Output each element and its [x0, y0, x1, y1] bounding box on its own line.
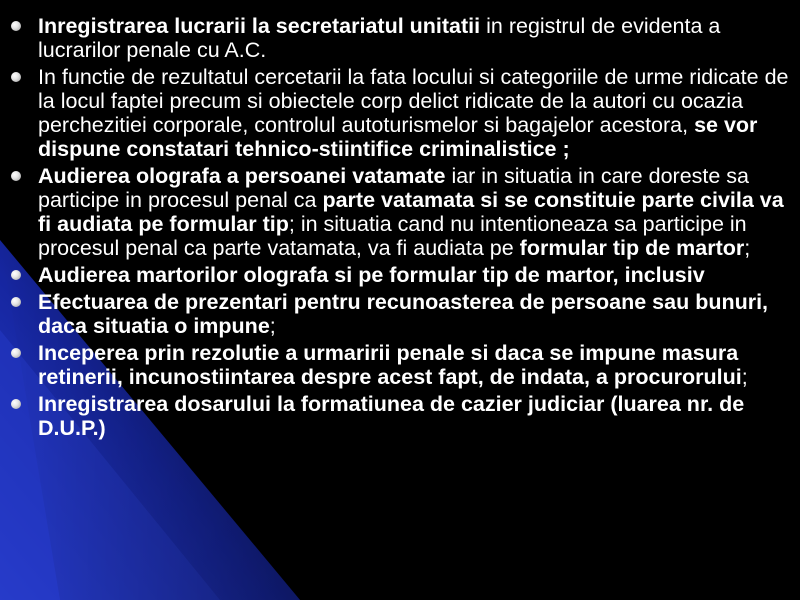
bullet-text [38, 65, 789, 161]
bullet-text-bold: formular tip de martor [519, 236, 745, 260]
bullet-text-bold: Audierea olografa a persoanei vatamate [38, 164, 446, 188]
bullet-item [8, 164, 794, 260]
bullet-item [8, 65, 794, 161]
bullet-text-bold: Inregistrarea dosarului la formatiunea de cazier judiciar (luarea nr. de D.U.P.) [38, 392, 745, 440]
bullet-text-regular: ; [744, 236, 751, 260]
bullet-text-bold: Inceperea prin rezolutie a urmaririi penale si daca se impune masura retinerii, incunostiintarea despre acest fapt, de indata, a procurorului [38, 341, 742, 389]
bullet-text-regular: in registrul de evidenta a lucrarilor penale cu A.C. [38, 14, 721, 62]
bullet-text-regular: In functie de rezultatul cercetarii la fata locului si categoriile de urme ridicate de la locul faptei precum si obiectele corp delict ridicate de la autori cu ocazia perchezitiei corporale, controlul autoturismelor si bagajelor acestora, [38, 65, 789, 137]
bullet-text [38, 290, 768, 338]
bullet-dot-icon [11, 348, 21, 358]
bullet-item [8, 341, 794, 389]
bullet-text-regular: ; [269, 314, 276, 338]
bullet-dot-icon [11, 399, 21, 409]
bullet-dot-icon [11, 270, 21, 280]
bullet-text-bold: parte vatamata si se constituie parte civila va fi audiata pe formular tip [38, 188, 784, 236]
bullet-text-bold: se vor dispune constatari tehnico-stiintifice criminalistice ; [38, 113, 758, 161]
bullet-item [8, 290, 794, 338]
bullet-text-bold: Efectuarea de prezentari pentru recunoasterea de persoane sau bunuri, daca situatia o impune [38, 290, 769, 338]
bullet-dot-icon [11, 72, 21, 82]
bullet-text [38, 14, 720, 62]
bullet-dot-icon [11, 21, 21, 31]
bullet-dot-icon [11, 171, 21, 181]
bullet-text-bold: Inregistrarea lucrarii la secretariatul unitatii [38, 14, 481, 38]
bullet-text [38, 392, 744, 440]
bullet-item [8, 263, 794, 287]
bullet-text [38, 263, 705, 287]
bullet-text [38, 341, 748, 389]
bullet-item [8, 14, 794, 62]
bullet-item [8, 392, 794, 440]
bullet-text-regular: ; in situatia cand nu intentioneaza sa participe in procesul penal ca parte vatamata, va fi audiata pe [38, 212, 747, 260]
bullet-text-bold: Audierea martorilor olografa si pe formular tip de martor, inclusiv [38, 263, 705, 287]
bullet-dot-icon [11, 297, 21, 307]
bullet-text-regular: ; [741, 365, 748, 389]
bullet-text-regular: iar in situatia in care doreste sa participe in procesul penal ca [38, 164, 750, 212]
bullet-list [8, 14, 794, 443]
bullet-text [38, 164, 784, 260]
